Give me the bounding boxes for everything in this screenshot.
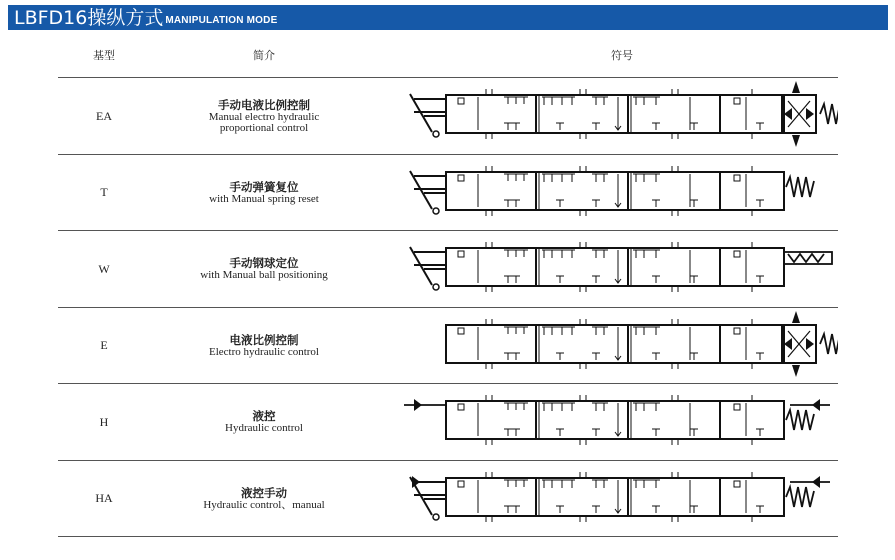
row-description xyxy=(144,231,384,307)
row-type-code: W xyxy=(98,261,110,276)
description-chinese: 液控手动 xyxy=(241,485,287,500)
row-description xyxy=(144,461,384,537)
table-row xyxy=(58,461,838,537)
row-divider xyxy=(58,536,838,537)
description-chinese: 液控 xyxy=(252,409,276,423)
table-row xyxy=(58,231,838,307)
description-english: Electro hydraulic control xyxy=(209,345,319,358)
row-type-code: H xyxy=(99,414,109,429)
row-type-code: EA xyxy=(96,108,112,123)
description-chinese: 电液比例控制 xyxy=(229,332,299,347)
valve-symbol-hydraulic-lever xyxy=(400,461,838,537)
description-english: Manual electro hydraulic xyxy=(208,110,320,123)
table-header xyxy=(58,40,838,76)
row-type-code: HA xyxy=(95,491,113,505)
valve-symbol-electro-proportional xyxy=(400,308,838,384)
description-english: with Manual spring reset xyxy=(209,192,319,205)
description-english: Hydraulic control xyxy=(225,422,303,434)
page-title: LBFD16操纵方式 xyxy=(14,7,164,29)
row-type-code: E xyxy=(100,338,108,352)
valve-symbol-hydraulic xyxy=(400,384,838,460)
title-bar xyxy=(8,5,888,30)
row-description xyxy=(144,308,384,384)
row-description xyxy=(144,155,384,231)
row-description xyxy=(144,384,384,460)
table-row xyxy=(58,78,838,154)
table-row xyxy=(58,384,838,460)
row-type-code: T xyxy=(100,185,108,199)
row-description xyxy=(144,78,384,154)
description-chinese: 手动电液比例控制 xyxy=(218,97,310,112)
table-row xyxy=(58,155,838,231)
column-header-type: 基型 xyxy=(93,49,115,62)
column-header-symbol: 符号 xyxy=(611,49,633,62)
description-chinese: 手动弹簧复位 xyxy=(229,179,299,194)
valve-symbol-lever-detent xyxy=(400,231,838,307)
valve-symbol-lever-spring xyxy=(400,155,838,231)
page-subtitle: MANIPULATION MODE xyxy=(165,15,278,26)
table-row xyxy=(58,308,838,384)
description-english: with Manual ball positioning xyxy=(200,269,328,281)
description-english: proportional control xyxy=(219,121,309,134)
valve-symbol-lever-electro-proportional xyxy=(400,78,838,154)
description-english: Hydraulic control、manual xyxy=(203,498,325,511)
description-chinese: 手动钢球定位 xyxy=(229,256,299,270)
column-header-description: 简介 xyxy=(253,49,275,62)
